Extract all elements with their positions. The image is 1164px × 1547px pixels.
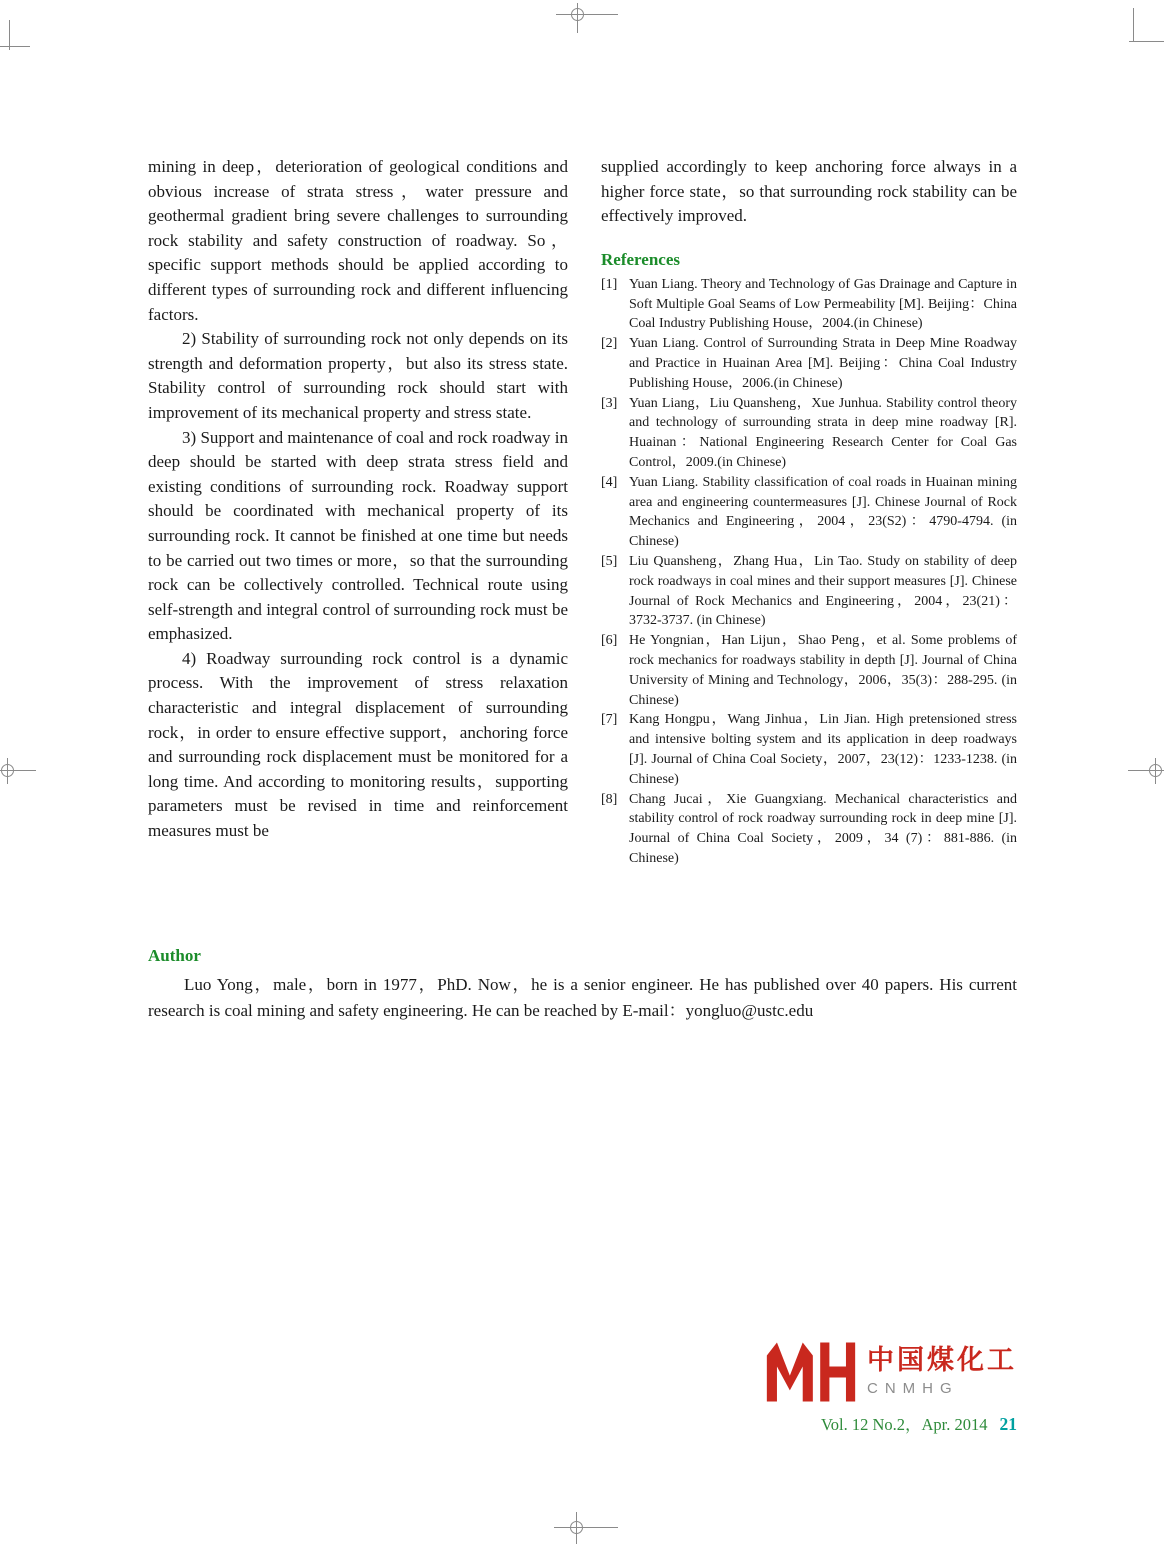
reference-text: Liu Quansheng，Zhang Hua，Lin Tao. Study on stability of deep rock roadways in coal mines and their support measures [J]. Chinese Journal of Rock Mechanics and Engineering，2004，23(21)：3732-3737. (in Chinese) xyxy=(629,553,1017,629)
journal-name-chinese: 中国煤化工 xyxy=(867,1345,1017,1376)
reference-number: [1] xyxy=(601,276,618,292)
crop-line xyxy=(554,1527,618,1528)
reference-text: Chang Jucai，Xie Guangxiang. Mechanical characteristics and stability control of rock roadway surrounding rock in deep mine [J]. Journal of China Coal Society，2009，34 (7)：881-886. (in Chinese) xyxy=(629,791,1017,866)
reference-item xyxy=(601,552,1017,631)
registration-mark-bottom-center xyxy=(554,1512,618,1544)
crop-line xyxy=(9,20,10,50)
reference-number: [7] xyxy=(601,712,618,728)
journal-footer xyxy=(765,1340,1017,1435)
reference-text: Yuan Liang. Control of Surrounding Strata in Deep Mine Roadway and Practice in Huainan Area [M]. Beijing：China Coal Industry Publishing House，2006.(in Chinese) xyxy=(629,336,1017,391)
registration-mark-top-right xyxy=(1126,8,1164,46)
crop-line xyxy=(1133,8,1134,42)
crop-circle xyxy=(1,764,14,777)
crop-line xyxy=(1129,41,1164,42)
body-paragraph: 3) Support and maintenance of coal and rock roadway in deep should be started with deep strata stress field and existing conditions of surrounding rock. Roadway support should be coordinated with mechanical property of its surrounding rock. It cannot be finished at one time but needs to be carried out two times or more，so that the surrounding rock can be collectively controlled. Technical route using self-strength and integral control of surrounding rock must be emphasized. xyxy=(148,427,568,644)
author-section xyxy=(148,946,1017,1023)
references-heading: References xyxy=(601,249,680,269)
reference-number: [2] xyxy=(601,336,618,352)
reference-item xyxy=(601,473,1017,552)
article-body xyxy=(148,155,1017,869)
left-column xyxy=(148,155,568,869)
crop-circle xyxy=(570,1521,583,1534)
reference-text: Kang Hongpu，Wang Jinhua，Lin Jian. High pretensioned stress and intensive bolting system and its application in deep roadways [J]. Journal of China Coal Society，2007，23(12)：1233-1238. (in Chinese) xyxy=(629,712,1017,787)
reference-text: Yuan Liang，Liu Quansheng，Xue Junhua. Stability control theory and technology of surrounding strata in deep mine roadway [R]. Huainan：National Engineering Research Center for Coal Gas Control，2009.(in Chinese) xyxy=(629,395,1017,470)
reference-number: [3] xyxy=(601,395,618,411)
reference-text: He Yongnian，Han Lijun，Shao Peng，et al. Some problems of rock mechanics for roadways stability in depth [J]. Journal of China University of Mining and Technology，2006，35(3)：288-295. (in Chinese) xyxy=(629,633,1017,708)
body-paragraph: 4) Roadway surrounding rock control is a dynamic process. With the improvement of stress relaxation characteristic and integral displacement of surrounding rock，in order to ensure effective support，anchoring force and surrounding rock displacement must be monitored for a long time. And according to monitoring results，supporting parameters must be revised in time and reinforcement measures must be xyxy=(148,648,568,841)
body-paragraph: 2) Stability of surrounding rock not only depends on its strength and deformation property，but also its stress state. Stability control of surrounding rock should start with improvement of its mechanical property and stress state. xyxy=(148,329,568,422)
registration-mark-middle-right xyxy=(1128,758,1164,784)
body-paragraph: mining in deep，deterioration of geological conditions and obvious increase of strata stress，water pressure and geothermal gradient bring severe challenges to surrounding rock stability and safety construction of roadway. So，specific support methods should be applied according to different types of surrounding rock and different influencing factors. xyxy=(148,157,568,324)
journal-name-latin: CNMHG xyxy=(867,1380,959,1397)
author-heading: Author xyxy=(148,946,201,965)
reference-text: Yuan Liang. Theory and Technology of Gas Drainage and Capture in Soft Multiple Goal Seams of Low Permeability [M]. Beijing：China Coal Industry Publishing House，2004.(in Chinese) xyxy=(629,276,1017,332)
reference-item xyxy=(601,394,1017,473)
journal-logo-row xyxy=(765,1340,1017,1404)
reference-text: Yuan Liang. Stability classification of coal roads in Huainan mining area and engineering countermeasures [J]. Chinese Journal of Rock Mechanics and Engineering，2004，23(S2)：4790-4794. (in Chinese) xyxy=(629,474,1017,550)
reference-item xyxy=(601,334,1017,393)
reference-number: [4] xyxy=(601,474,618,490)
body-paragraph: supplied accordingly to keep anchoring force always in a higher force state，so that surrounding rock stability can be effectively improved. xyxy=(601,157,1017,226)
registration-mark-top-left xyxy=(0,20,34,54)
cnmhg-logo-icon xyxy=(765,1340,857,1404)
reference-item xyxy=(601,275,1017,334)
registration-mark-top-center xyxy=(556,3,618,33)
crop-line xyxy=(0,46,30,47)
reference-number: [6] xyxy=(601,633,618,649)
volume-line xyxy=(765,1411,1017,1435)
crop-circle xyxy=(1149,764,1162,777)
volume-text: Vol. 12 No.2，Apr. 2014 xyxy=(820,1415,988,1434)
right-column xyxy=(601,155,1017,869)
registration-mark-middle-left xyxy=(0,758,36,784)
reference-number: [5] xyxy=(601,553,618,569)
crop-circle xyxy=(571,8,584,21)
crop-line xyxy=(556,14,618,15)
reference-item xyxy=(601,710,1017,789)
reference-item xyxy=(601,790,1017,869)
reference-item xyxy=(601,631,1017,710)
author-bio: Luo Yong，male，born in 1977，PhD. Now，he is a senior engineer. He has published over 40 papers. His current research is coal mining and safety engineering. He can be reached by E-mail：yongluo@ustc.edu xyxy=(148,975,1017,1020)
journal-logo-text xyxy=(867,1344,1017,1400)
page-number: 21 xyxy=(999,1414,1017,1434)
reference-number: [8] xyxy=(601,791,618,807)
references-list xyxy=(601,275,1017,869)
